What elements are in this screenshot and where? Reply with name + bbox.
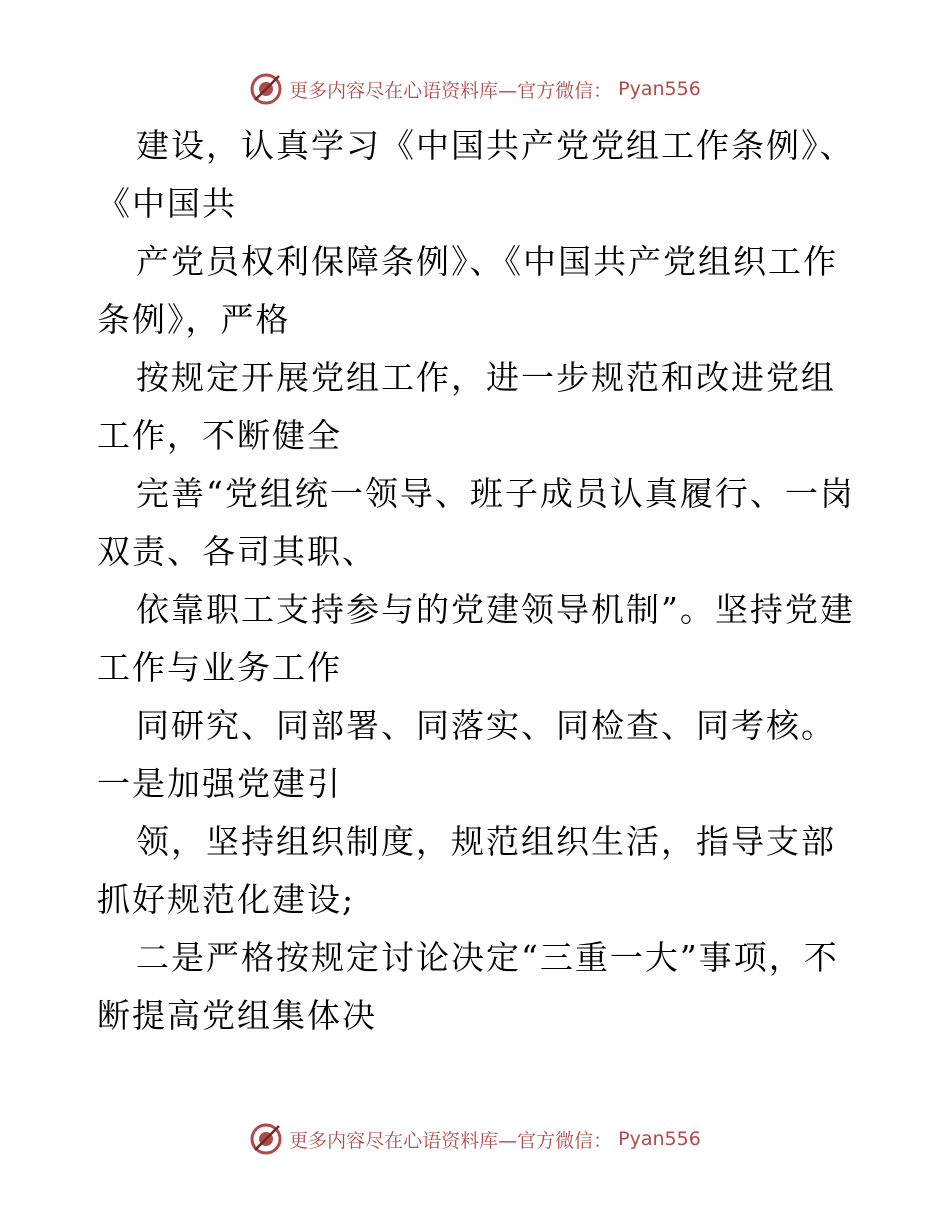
quill-seal-icon [249,1122,283,1156]
paragraph-2: 产党员权利保障条例》、《中国共产党组织工作条例》，严格 [97,242,838,339]
footer-banner [0,1122,950,1156]
paragraph-1: 建设，认真学习《中国共产党党组工作条例》、《中国共 [97,126,855,223]
paragraph-3: 按规定开展党组工作，进一步规范和改进党组工作，不断健全 [97,358,836,455]
header-wechat-id: Pyan556 [618,78,701,100]
paragraph-6: 同研究、同部署、同落实、同检查、同考核。一是加强党建引 [97,706,836,803]
paragraph-5: 依靠职工支持参与的党建领导机制”。坚持党建工作与业务工作 [97,590,855,687]
paragraph-8: 二是严格按规定讨论决定“三重一大”事项，不断提高党组集体决 [97,938,839,1035]
footer-wechat-id: Pyan556 [618,1128,701,1150]
paragraph-4: 完善“党组统一领导、班子成员认真履行、一岗双责、各司其职、 [97,474,855,571]
document-body [97,117,857,1045]
header-banner-text: 更多内容尽在心语资料库—官方微信： [289,79,613,102]
quill-seal-icon [249,72,283,106]
header-banner [0,72,950,106]
footer-banner-text: 更多内容尽在心语资料库—官方微信： [289,1129,613,1152]
paragraph-7: 领，坚持组织制度，规范组织生活，指导支部抓好规范化建设; [97,822,836,919]
